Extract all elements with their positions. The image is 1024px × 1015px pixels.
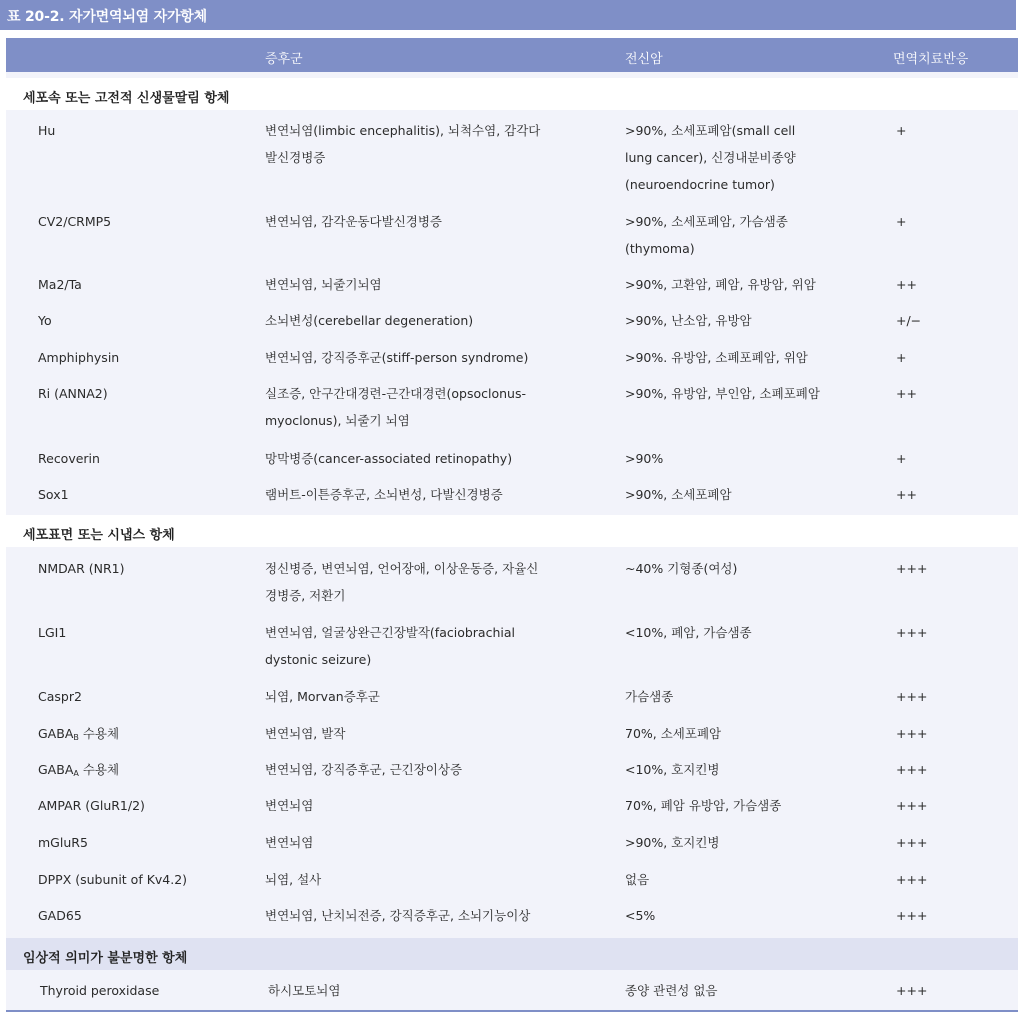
response-text: +++ — [896, 625, 928, 640]
cancer-text: >90% — [625, 451, 664, 466]
antibody-name: DPPX (subunit of Kv4.2) — [38, 872, 188, 887]
antibody-name: LGI1 — [38, 625, 67, 640]
response-text: ++ — [896, 386, 917, 401]
cancer-text: 종양 관련성 없음 — [625, 983, 718, 998]
antibody-name: GAD65 — [38, 908, 82, 923]
section-header: 세포표면 또는 시냅스 항체 — [6, 515, 1018, 547]
table-bottom-rule — [6, 1010, 1018, 1012]
syndrome-text: 변연뇌염, 난치뇌전증, 강직증후군, 소뇌기능이상 — [265, 908, 531, 923]
antibody-name: Thyroid peroxidase — [40, 983, 160, 998]
table-title: 표 20-2. 자가면역뇌염 자가항체 — [7, 9, 207, 25]
cancer-text: >90%, 소세포폐암(small cell — [625, 123, 796, 138]
syndrome-text: 변연뇌염 — [265, 835, 314, 850]
syndrome-text: 정신병증, 변연뇌염, 언어장애, 이상운동증, 자율신 — [265, 561, 539, 576]
syndrome-text: 변연뇌염, 감각운동다발신경병증 — [265, 214, 442, 229]
response-text: +++ — [896, 561, 928, 576]
antibody-name: Yo — [38, 313, 52, 328]
cancer-text: >90%, 유방암, 부인암, 소폐포폐암 — [625, 386, 820, 401]
cancer-text: >90%, 소세포폐암 — [625, 487, 732, 502]
antibody-name: Caspr2 — [38, 689, 82, 704]
cancer-text: >90%, 난소암, 유방암 — [625, 313, 752, 328]
antibody-name: Ri (ANNA2) — [38, 386, 108, 401]
cancer-text: 가슴샘종 — [625, 689, 674, 704]
cancer-text: >90%, 소세포폐암, 가슴샘종 — [625, 214, 788, 229]
cancer-text: <5% — [625, 908, 656, 923]
response-text: +++ — [896, 726, 928, 741]
syndrome-text: 변연뇌염, 뇌줄기뇌염 — [265, 277, 382, 292]
response-text: +++ — [896, 762, 928, 777]
antibody-name: NMDAR (NR1) — [38, 561, 125, 576]
antibody-name: Sox1 — [38, 487, 69, 502]
cancer-text: <10%, 호지킨병 — [625, 762, 720, 777]
antibody-name: $GABA_A$ 수용체 — [38, 762, 120, 778]
antibody-name: Recoverin — [38, 451, 100, 466]
syndrome-text: 망막병증(cancer-associated retinopathy) — [265, 451, 513, 466]
syndrome-text: 변연뇌염, 강직증후군(stiff-person syndrome) — [265, 350, 529, 365]
header-syndrome: 증후군 — [265, 52, 303, 67]
cancer-text: ~40% 기형종(여성) — [625, 561, 738, 576]
cancer-text: 70%, 폐암 유방암, 가슴샘종 — [625, 798, 782, 813]
response-text: ++ — [896, 487, 917, 502]
section-header: 임상적 의미가 불분명한 항체 — [6, 938, 1018, 970]
section-header: 세포속 또는 고전적 신생물딸림 항체 — [6, 78, 1018, 110]
cancer-text: (thymoma) — [625, 241, 695, 256]
header-immunotherapy-response: 면역치료반응 — [893, 52, 969, 67]
syndrome-text: 발신경병증 — [265, 150, 326, 165]
table-header-row — [6, 38, 1018, 72]
antibody-name: mGluR5 — [38, 835, 88, 850]
response-text: + — [896, 123, 907, 138]
antibody-name: CV2/CRMP5 — [38, 214, 112, 229]
response-text: + — [896, 451, 907, 466]
response-text: + — [896, 350, 907, 365]
syndrome-text: dystonic seizure) — [265, 652, 372, 667]
antibody-name: Ma2/Ta — [38, 277, 82, 292]
response-text: +/− — [896, 313, 922, 328]
antibody-name: $GABA_B$ 수용체 — [38, 726, 120, 742]
response-text: +++ — [896, 689, 928, 704]
table-title-bar — [0, 0, 1016, 30]
response-text: +++ — [896, 798, 928, 813]
response-text: +++ — [896, 983, 928, 998]
antibody-name: Amphiphysin — [38, 350, 120, 365]
syndrome-text: 뇌염, 설사 — [265, 872, 322, 887]
syndrome-text: 변연뇌염, 강직증후군, 근긴장이상증 — [265, 762, 463, 777]
response-text: +++ — [896, 908, 928, 923]
syndrome-text: 하시모토뇌염 — [268, 983, 341, 998]
cancer-text: 없음 — [625, 872, 650, 887]
cancer-text: >90%, 고환암, 폐암, 유방암, 위암 — [625, 277, 816, 292]
syndrome-text: 변연뇌염, 얼굴상완근긴장발작(faciobrachial — [265, 625, 515, 640]
cancer-text: <10%, 폐암, 가슴샘종 — [625, 625, 752, 640]
response-text: +++ — [896, 835, 928, 850]
syndrome-text: 뇌염, Morvan증후군 — [265, 689, 380, 704]
response-text: + — [896, 214, 907, 229]
header-cancer: 전신암 — [625, 52, 663, 67]
response-text: ++ — [896, 277, 917, 292]
cancer-text: (neuroendocrine tumor) — [625, 177, 775, 192]
cancer-text: >90%, 호지킨병 — [625, 835, 720, 850]
cancer-text: >90%. 유방암, 소폐포폐암, 위암 — [625, 350, 808, 365]
response-text: +++ — [896, 872, 928, 887]
antibody-name: Hu — [38, 123, 56, 138]
cancer-text: 70%, 소세포폐암 — [625, 726, 722, 741]
syndrome-text: 변연뇌염(limbic encephalitis), 뇌척수염, 감각다 — [265, 123, 541, 138]
syndrome-text: 소뇌변성(cerebellar degeneration) — [265, 313, 474, 328]
syndrome-text: myoclonus), 뇌줄기 뇌염 — [265, 413, 410, 428]
syndrome-text: 변연뇌염 — [265, 798, 314, 813]
syndrome-text: 램버트-이튼증후군, 소뇌변성, 다발신경병증 — [265, 487, 503, 502]
antibody-name: AMPAR (GluR1/2) — [38, 798, 145, 813]
cancer-text: lung cancer), 신경내분비종양 — [625, 150, 796, 165]
syndrome-text: 경병증, 저환기 — [265, 588, 346, 603]
syndrome-text: 변연뇌염, 발작 — [265, 726, 346, 741]
syndrome-text: 실조증, 안구간대경련-근간대경련(opsoclonus- — [265, 386, 526, 401]
